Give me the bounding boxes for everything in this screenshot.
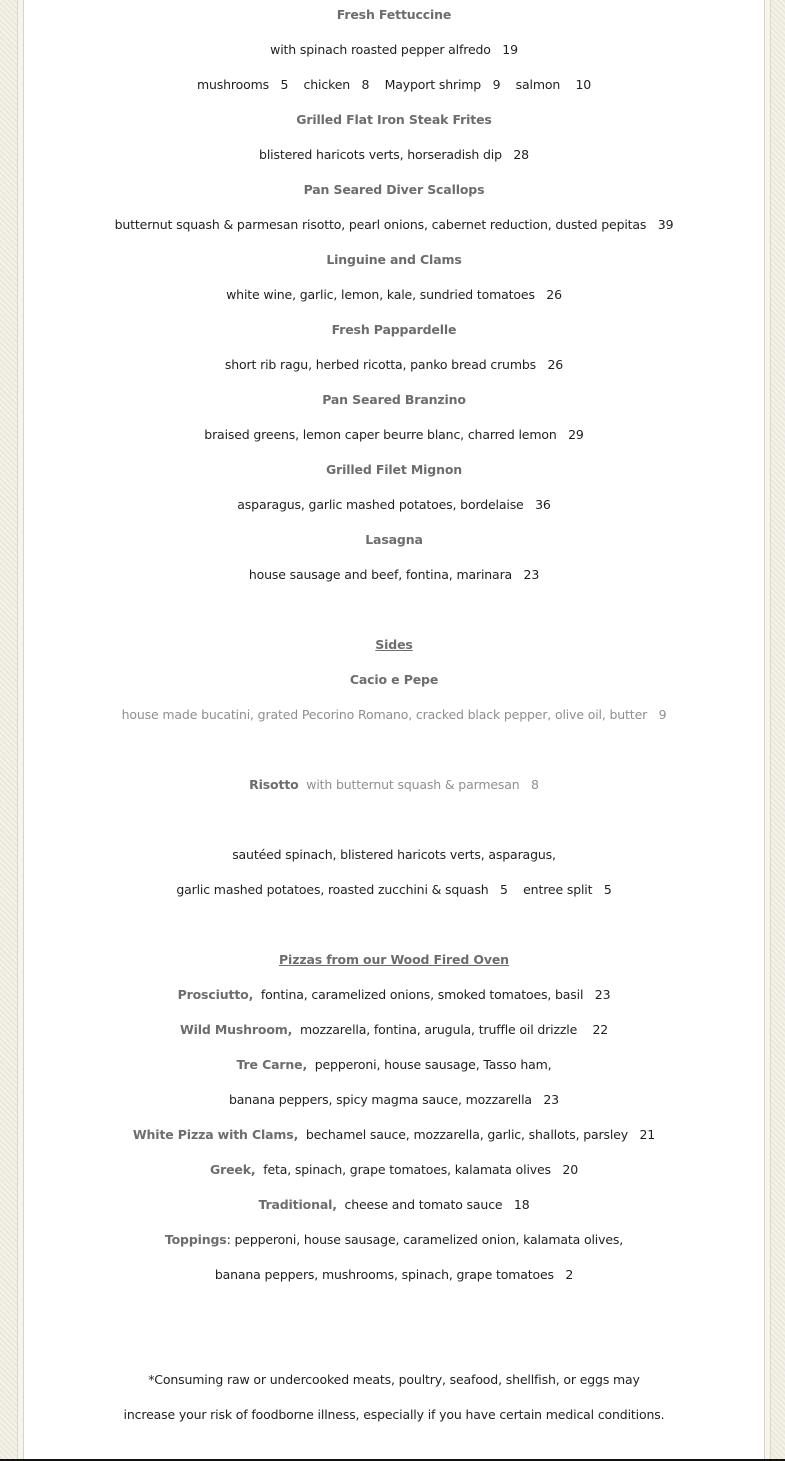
pizza-line xyxy=(24,1197,764,1213)
dish-description: asparagus, garlic mashed potatoes, bordelaise 36 xyxy=(237,497,551,512)
section-heading-sides: Sides xyxy=(375,637,413,652)
toppings-list: : pepperoni, house sausage, caramelized onion, kalamata olives, xyxy=(226,1232,624,1247)
dish-description: butternut squash & parmesan risotto, pearl onions, cabernet reduction, dusted pepitas 39 xyxy=(114,217,674,232)
pizza-description: cheese and tomato sauce 18 xyxy=(344,1197,530,1212)
pizza-description: bechamel sauce, mozzarella, garlic, shallots, parsley 21 xyxy=(305,1127,656,1142)
pizza-description-continued: banana peppers, spicy magma sauce, mozzarella 23 xyxy=(229,1092,559,1107)
pizza-description: feta, spinach, grape tomatoes, kalamata olives 20 xyxy=(263,1162,578,1177)
pizza-name: Tre Carne, xyxy=(236,1057,308,1072)
dish-description: house sausage and beef, fontina, marinara 23 xyxy=(248,567,540,582)
pizza-line xyxy=(24,1022,764,1038)
pizza-name: White Pizza with Clams, xyxy=(132,1127,299,1142)
side-vegetables-line: garlic mashed potatoes, roasted zucchini & squash 5 entree split 5 xyxy=(176,882,612,897)
dish-description: blistered haricots verts, horseradish dip 28 xyxy=(259,147,529,162)
dish-name: Pan Seared Diver Scallops xyxy=(303,182,485,197)
pizza-line xyxy=(24,1057,764,1073)
dish-name: Grilled Filet Mignon xyxy=(325,462,463,477)
side-name: Cacio e Pepe xyxy=(349,672,439,687)
dish-name: Lasagna xyxy=(365,532,423,547)
dish-description: with spinach roasted pepper alfredo 19 xyxy=(270,42,518,57)
dish-description: white wine, garlic, lemon, kale, sundried tomatoes 26 xyxy=(226,287,562,302)
dish-addons: mushrooms 5 chicken 8 Mayport shrimp 9 salmon 10 xyxy=(196,77,592,92)
dish-name: Fresh Pappardelle xyxy=(331,322,457,337)
section-heading-pizzas: Pizzas from our Wood Fired Oven xyxy=(279,952,509,967)
dish-name: Linguine and Clams xyxy=(326,252,462,267)
dish-description: short rib ragu, herbed ricotta, panko bread crumbs 26 xyxy=(224,357,564,372)
menu-page xyxy=(23,0,765,1459)
pizza-name: Wild Mushroom, xyxy=(179,1022,293,1037)
dish-description: braised greens, lemon caper beurre blanc, charred lemon 29 xyxy=(204,427,584,442)
pizza-line xyxy=(24,1127,764,1143)
pizza-name: Greek, xyxy=(209,1162,256,1177)
dish-name: Grilled Flat Iron Steak Frites xyxy=(296,112,492,127)
dish-name: Pan Seared Branzino xyxy=(322,392,466,407)
disclaimer-line: increase your risk of foodborne illness, especially if you have certain medical conditions. xyxy=(123,1407,665,1422)
pizza-description: pepperoni, house sausage, Tasso ham, xyxy=(314,1057,552,1072)
disclaimer-line: *Consuming raw or undercooked meats, poultry, seafood, shellfish, or eggs may xyxy=(148,1372,640,1387)
pizza-description: mozzarella, fontina, arugula, truffle oil drizzle 22 xyxy=(299,1022,609,1037)
side-description: with butternut squash & parmesan 8 xyxy=(306,777,539,792)
side-name: Risotto xyxy=(249,777,299,792)
side-risotto-line xyxy=(24,777,764,793)
dish-name: Fresh Fettuccine xyxy=(336,7,452,22)
pizza-name: Prosciutto, xyxy=(177,987,254,1002)
toppings-line xyxy=(24,1232,764,1248)
side-description: house made bucatini, grated Pecorino Romano, cracked black pepper, olive oil, butter 9 xyxy=(121,707,667,722)
pizza-line xyxy=(24,987,764,1003)
toppings-list-continued: banana peppers, mushrooms, spinach, grape tomatoes 2 xyxy=(214,1267,574,1282)
toppings-label: Toppings xyxy=(164,1232,227,1247)
pizza-line xyxy=(24,1162,764,1178)
pizza-description: fontina, caramelized onions, smoked tomatoes, basil 23 xyxy=(260,987,611,1002)
side-vegetables-line: sautéed spinach, blistered haricots verts, asparagus, xyxy=(232,847,556,862)
pizza-name: Traditional, xyxy=(258,1197,337,1212)
